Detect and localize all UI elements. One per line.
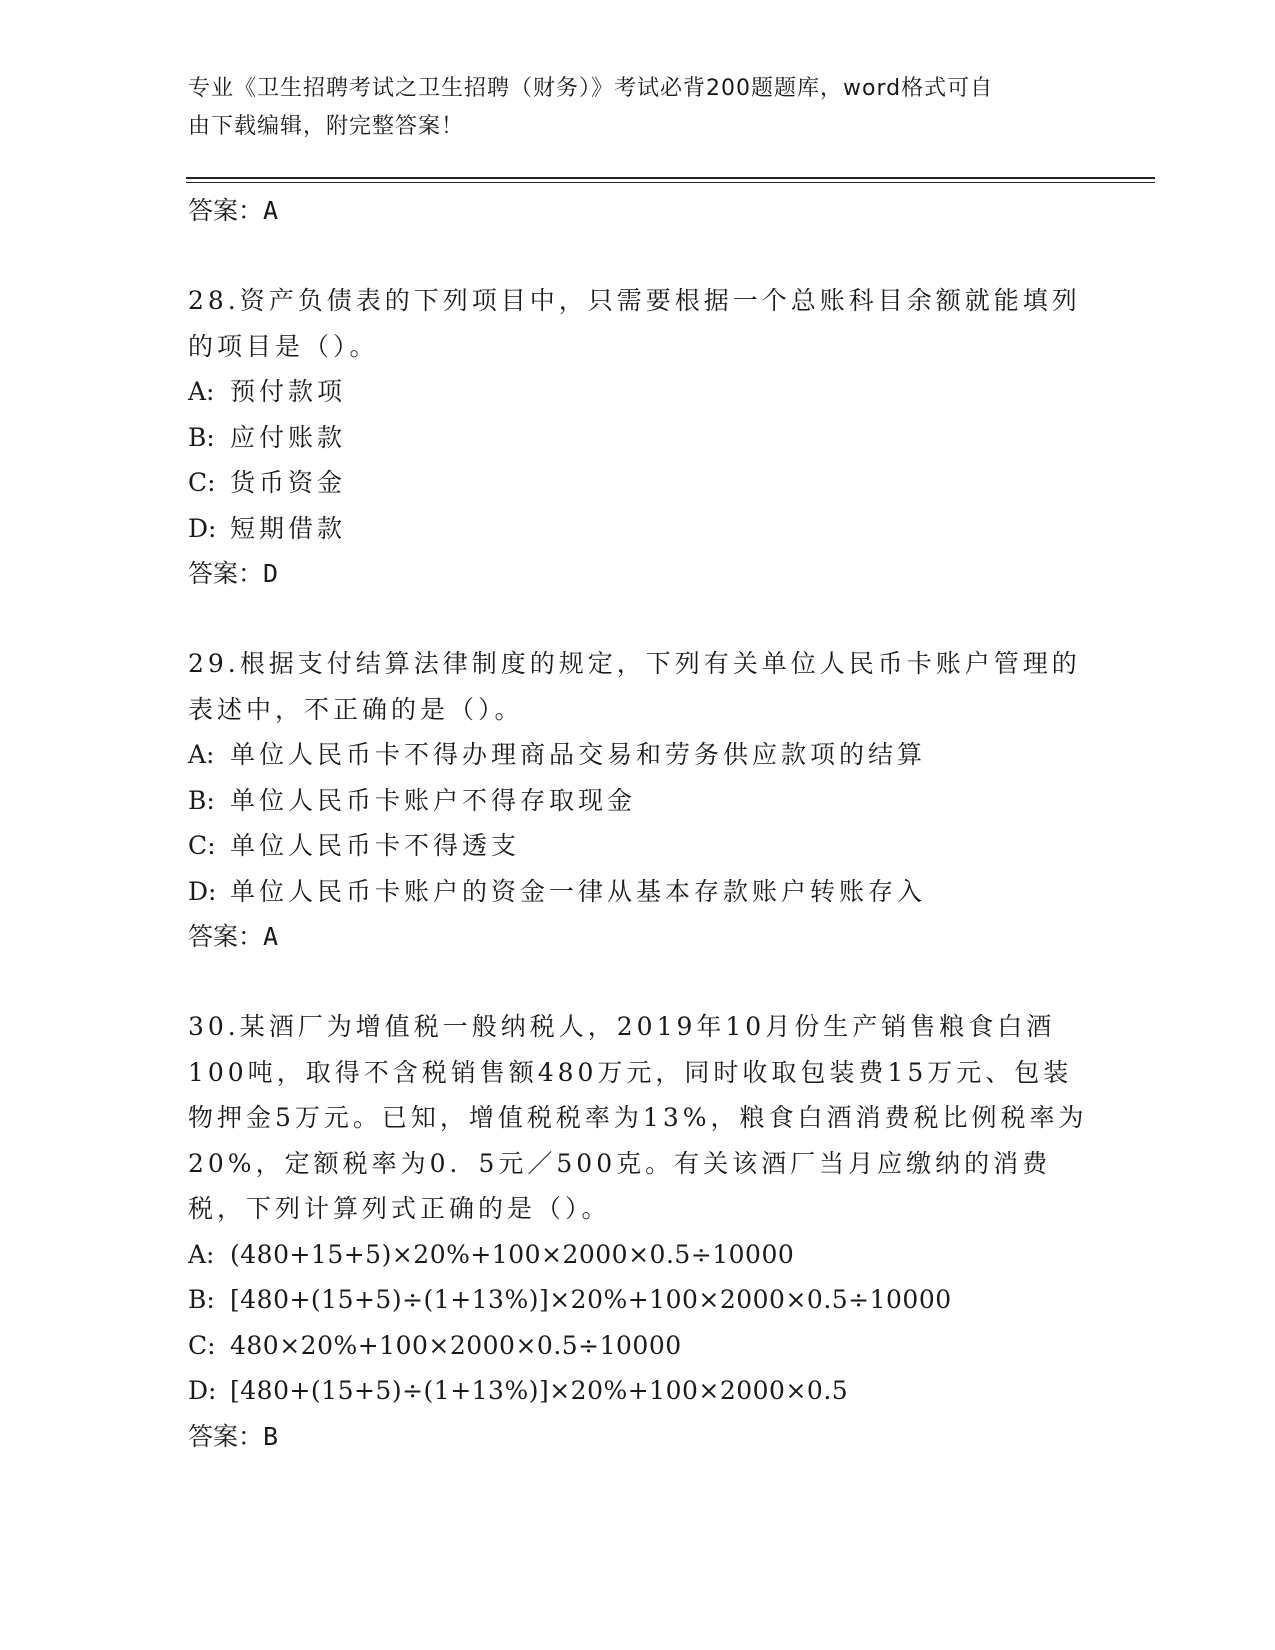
option-label: A: <box>188 377 215 406</box>
option-text: 单位人民币卡不得办理商品交易和劳务供应款项的结算 <box>230 740 927 769</box>
option-label: A: <box>188 740 215 769</box>
answer-label: 答案： <box>188 559 264 588</box>
answer-label: 答案： <box>188 1421 264 1451</box>
answer-label: 答案： <box>188 196 264 225</box>
option-text: (480+15+5)×20%+100×2000×0.5÷10000 <box>230 1239 795 1269</box>
option-a <box>188 369 1088 415</box>
option-label: D: <box>188 876 217 906</box>
option-text: 单位人民币卡账户不得存取现金 <box>230 785 637 815</box>
option-label: C: <box>188 831 216 860</box>
option-text: 货币资金 <box>230 468 347 497</box>
option-text: 预付款项 <box>230 377 347 406</box>
answer-line-previous <box>188 188 1088 234</box>
answer-label: 答案： <box>188 922 264 951</box>
answer-value: A <box>263 196 279 225</box>
question-28 <box>188 278 1088 597</box>
option-c <box>188 1323 1088 1369</box>
answer-line <box>188 551 1088 597</box>
option-label: C: <box>188 468 216 497</box>
header-title-line-1: 专业《卫生招聘考试之卫生招聘（财务）》考试必背200题题库，word格式可自 <box>188 76 994 101</box>
answer-value: B <box>263 1421 279 1451</box>
question-stem: 30.某酒厂为增值税一般纳税人，2019年10月份生产销售粮食白酒100吨，取得不含税销售额480万元，同时收取包装费15万元、包装物押金5万元。已知，增值税税率为13%，粮食白酒消费税比例税率为20%，定额税率为0．5元／500克。有关该酒厂当月应缴纳的消费税，下列计算列式正确的是（）。 <box>188 1012 1088 1223</box>
option-text: 单位人民币卡不得透支 <box>230 831 521 860</box>
option-b <box>188 1277 1088 1323</box>
option-c <box>188 823 1088 869</box>
option-a <box>188 732 1088 778</box>
option-d <box>188 1368 1088 1414</box>
header-divider-thick <box>186 177 1155 179</box>
question-30 <box>188 1004 1088 1460</box>
option-label: C: <box>188 1330 216 1360</box>
answer-line <box>188 914 1088 960</box>
answer-value: D <box>263 559 279 588</box>
option-b <box>188 778 1088 824</box>
question-29 <box>188 641 1088 960</box>
option-text: 单位人民币卡账户的资金一律从基本存款账户转账存入 <box>230 876 927 906</box>
option-text: 短期借款 <box>230 513 347 543</box>
option-d <box>188 869 1088 915</box>
option-text: [480+(15+5)÷(1+13%)]×20%+100×2000×0.5 <box>230 1376 849 1405</box>
option-text: 应付账款 <box>230 422 347 452</box>
option-text: [480+(15+5)÷(1+13%)]×20%+100×2000×0.5÷10000 <box>230 1285 952 1314</box>
header-divider-thin <box>186 182 1155 183</box>
answer-line <box>188 1414 1088 1460</box>
option-label: D: <box>188 1376 217 1405</box>
option-label: B: <box>188 422 215 452</box>
question-stem: 28.资产负债表的下列项目中，只需要根据一个总账科目余额就能填列的项目是（）。 <box>188 286 1081 361</box>
option-b <box>188 415 1088 461</box>
document-header <box>188 70 1088 146</box>
option-label: B: <box>188 785 215 815</box>
option-label: B: <box>188 1285 215 1314</box>
option-label: A: <box>188 1239 215 1269</box>
answer-value: A <box>263 922 279 951</box>
option-d <box>188 506 1088 552</box>
option-text: 480×20%+100×2000×0.5÷10000 <box>230 1330 682 1360</box>
question-list <box>188 188 1088 1460</box>
question-stem: 29.根据支付结算法律制度的规定，下列有关单位人民币卡账户管理的表述中，不正确的是（）。 <box>188 649 1081 724</box>
option-label: D: <box>188 513 217 543</box>
option-c <box>188 460 1088 506</box>
header-title-line-2: 由下载编辑，附完整答案！ <box>188 114 465 139</box>
option-a <box>188 1232 1088 1278</box>
